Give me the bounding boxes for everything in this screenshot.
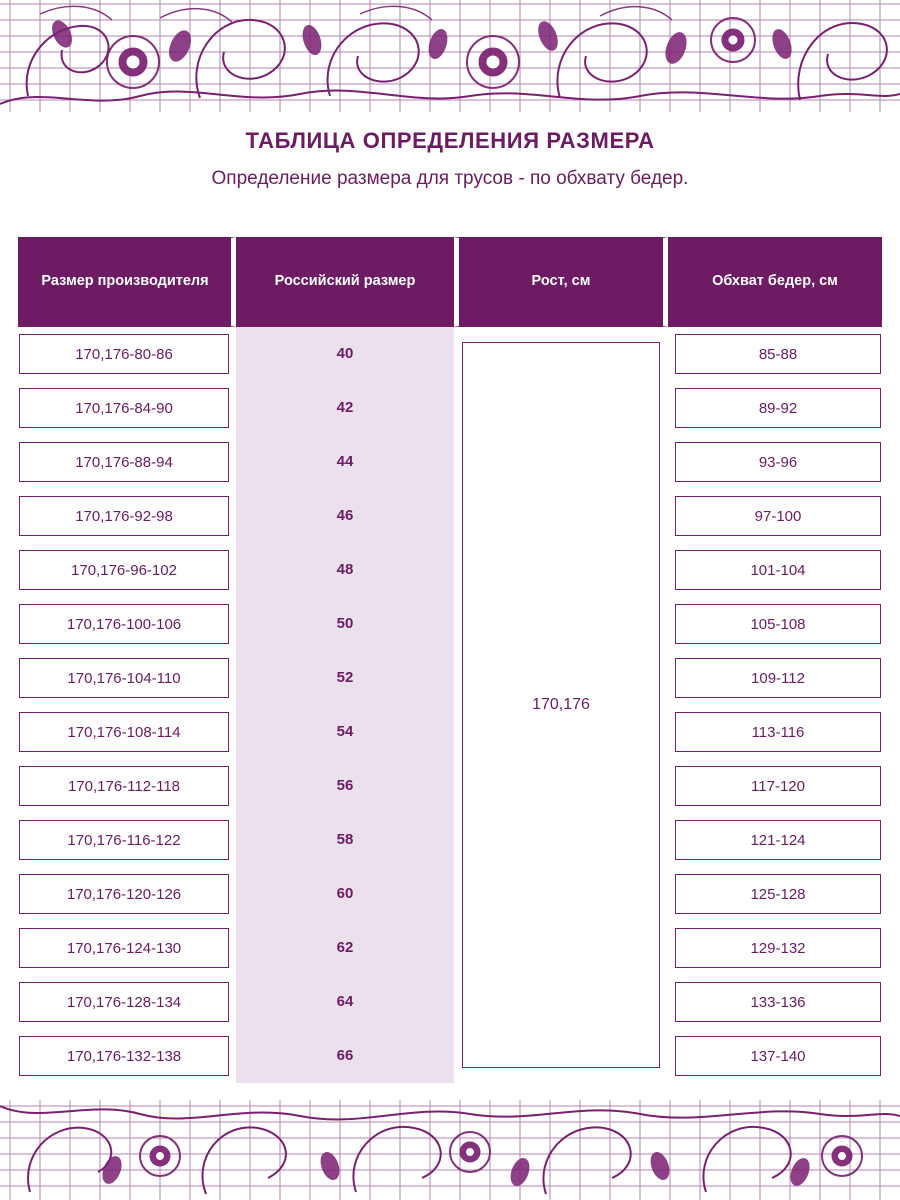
russian-size-value: 64 [336,993,354,1010]
manufacturer-size-value: 170,176-104-110 [19,658,229,698]
hips-value: 109-112 [675,658,881,698]
table-row [18,381,882,435]
hips-value: 117-120 [675,766,881,806]
cell-russian-size [236,1029,454,1083]
table-body [18,327,882,1083]
cell-manufacturer-size [18,921,236,975]
manufacturer-size-value: 170,176-88-94 [19,442,229,482]
cell-russian-size [236,597,454,651]
manufacturer-size-value: 170,176-92-98 [19,496,229,536]
manufacturer-size-value: 170,176-84-90 [19,388,229,428]
cell-hips [668,759,882,813]
manufacturer-size-value: 170,176-124-130 [19,928,229,968]
cell-hips [668,381,882,435]
cell-hips [668,543,882,597]
hips-value: 121-124 [675,820,881,860]
hips-value: 97-100 [675,496,881,536]
table-row [18,435,882,489]
manufacturer-size-value: 170,176-112-118 [19,766,229,806]
hips-value: 101-104 [675,550,881,590]
russian-size-value: 54 [336,723,354,740]
cell-manufacturer-size [18,381,236,435]
heading-block [0,128,900,190]
russian-size-value: 48 [336,561,354,578]
table-row [18,651,882,705]
cell-russian-size [236,813,454,867]
height-value: 170,176 [462,342,660,1068]
russian-size-value: 60 [336,885,354,902]
manufacturer-size-value: 170,176-80-86 [19,334,229,374]
cell-manufacturer-size [18,489,236,543]
cell-russian-size [236,543,454,597]
table-header-row [18,237,882,327]
cell-manufacturer-size [18,597,236,651]
cell-hips [668,435,882,489]
manufacturer-size-value: 170,176-128-134 [19,982,229,1022]
hips-value: 133-136 [675,982,881,1022]
hips-value: 89-92 [675,388,881,428]
cell-hips [668,975,882,1029]
russian-size-value: 46 [336,507,354,524]
table-row [18,1029,882,1083]
hips-value: 125-128 [675,874,881,914]
lace-ornament-bottom-icon [0,1100,900,1200]
table-row [18,975,882,1029]
cell-hips [668,327,882,381]
hips-value: 113-116 [675,712,881,752]
cell-russian-size [236,327,454,381]
cell-russian-size [236,651,454,705]
table-row [18,489,882,543]
size-table [18,237,882,1083]
table-row [18,597,882,651]
hips-value: 137-140 [675,1036,881,1076]
cell-height-merged [454,327,668,1083]
column-header-height: Рост, см [454,237,668,327]
hips-value: 129-132 [675,928,881,968]
cell-hips [668,597,882,651]
cell-hips [668,867,882,921]
table-row [18,921,882,975]
russian-size-value: 50 [336,615,354,632]
cell-russian-size [236,435,454,489]
cell-manufacturer-size [18,759,236,813]
cell-manufacturer-size [18,867,236,921]
cell-hips [668,921,882,975]
manufacturer-size-value: 170,176-116-122 [19,820,229,860]
hips-value: 105-108 [675,604,881,644]
russian-size-value: 66 [336,1047,354,1064]
cell-russian-size [236,705,454,759]
manufacturer-size-value: 170,176-132-138 [19,1036,229,1076]
cell-hips [668,651,882,705]
russian-size-value: 44 [336,453,354,470]
cell-hips [668,813,882,867]
cell-hips [668,705,882,759]
cell-hips [668,489,882,543]
hips-value: 85-88 [675,334,881,374]
table-row [18,867,882,921]
page-title: ТАБЛИЦА ОПРЕДЕЛЕНИЯ РАЗМЕРА [245,128,655,153]
russian-size-value: 52 [336,669,354,686]
page-subtitle: Определение размера для трусов - по обхвату бедер. [211,168,689,189]
cell-russian-size [236,975,454,1029]
russian-size-value: 40 [336,345,354,362]
russian-size-value: 42 [336,399,354,416]
cell-manufacturer-size [18,327,236,381]
manufacturer-size-value: 170,176-108-114 [19,712,229,752]
table-row [18,705,882,759]
column-header-manufacturer-size: Размер производителя [18,237,236,327]
column-header-russian-size: Российский размер [236,237,454,327]
russian-size-value: 58 [336,831,354,848]
cell-manufacturer-size [18,975,236,1029]
manufacturer-size-value: 170,176-96-102 [19,550,229,590]
cell-manufacturer-size [18,705,236,759]
cell-russian-size [236,921,454,975]
cell-russian-size [236,381,454,435]
cell-russian-size [236,489,454,543]
cell-russian-size [236,759,454,813]
cell-manufacturer-size [18,1029,236,1083]
table-row [18,543,882,597]
lace-ornament-top-icon [0,0,900,115]
column-header-hips: Обхват бедер, см [668,237,882,327]
cell-manufacturer-size [18,435,236,489]
cell-manufacturer-size [18,651,236,705]
cell-manufacturer-size [18,813,236,867]
cell-manufacturer-size [18,543,236,597]
russian-size-value: 56 [336,777,354,794]
manufacturer-size-value: 170,176-120-126 [19,874,229,914]
cell-hips [668,1029,882,1083]
table-row [18,327,882,381]
manufacturer-size-value: 170,176-100-106 [19,604,229,644]
size-table-wrapper [18,237,882,1083]
russian-size-value: 62 [336,939,354,956]
cell-russian-size [236,867,454,921]
table-row [18,813,882,867]
table-row [18,759,882,813]
hips-value: 93-96 [675,442,881,482]
